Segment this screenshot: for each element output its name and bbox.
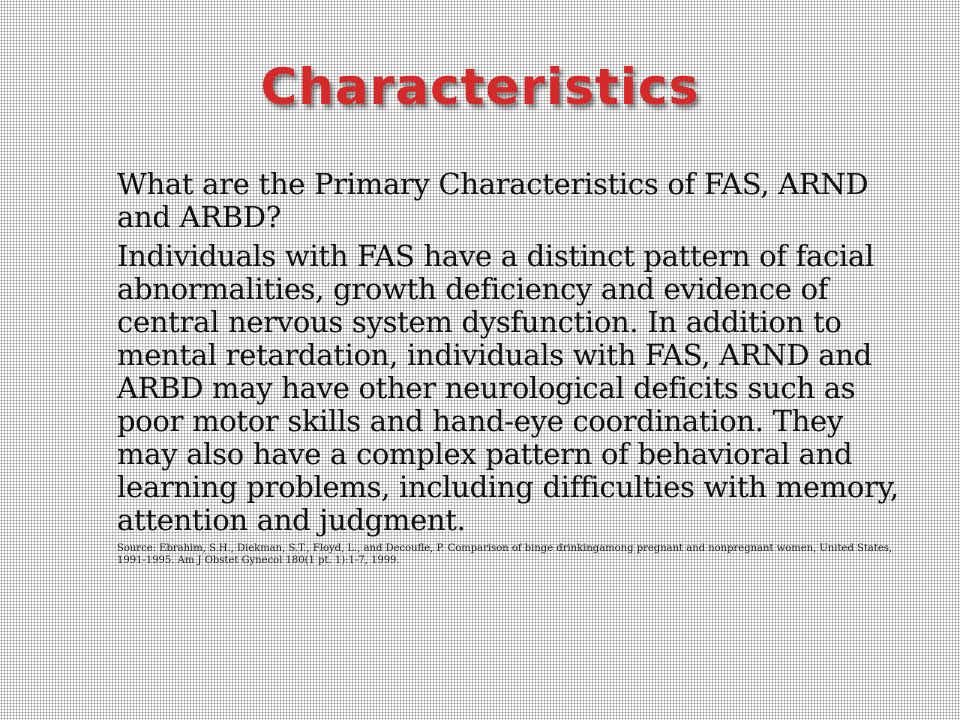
slide-title: Characteristics [260, 58, 700, 116]
slide-body [117, 168, 907, 577]
bullet-description: Individuals with FAS have a distinct pattern of facial abnormalities, growth deficiency and evidence of central nervous system dysfunction. In addition to mental retardation, individuals with FAS, ARND and ARBD may have other neurological deficits such as poor motor skills and hand-eye coordination. They may also have a complex pattern of behavioral and learning problems, including difficulties with memory, attention and judgment. [117, 239, 899, 537]
bullet-question: What are the Primary Characteristics of FAS, ARND and ARBD? [117, 167, 869, 234]
source-citation: Source: Ebrahim, S.H., Diekman, S.T., Floyd, L., and Decoufle, P. Comparison of binge drinkingamong pregnant and nonpregnant women, United States, 1991-1995. Am J Obstet Gynecol 180(1 pt. 1):1-7, 1999. [117, 543, 893, 566]
